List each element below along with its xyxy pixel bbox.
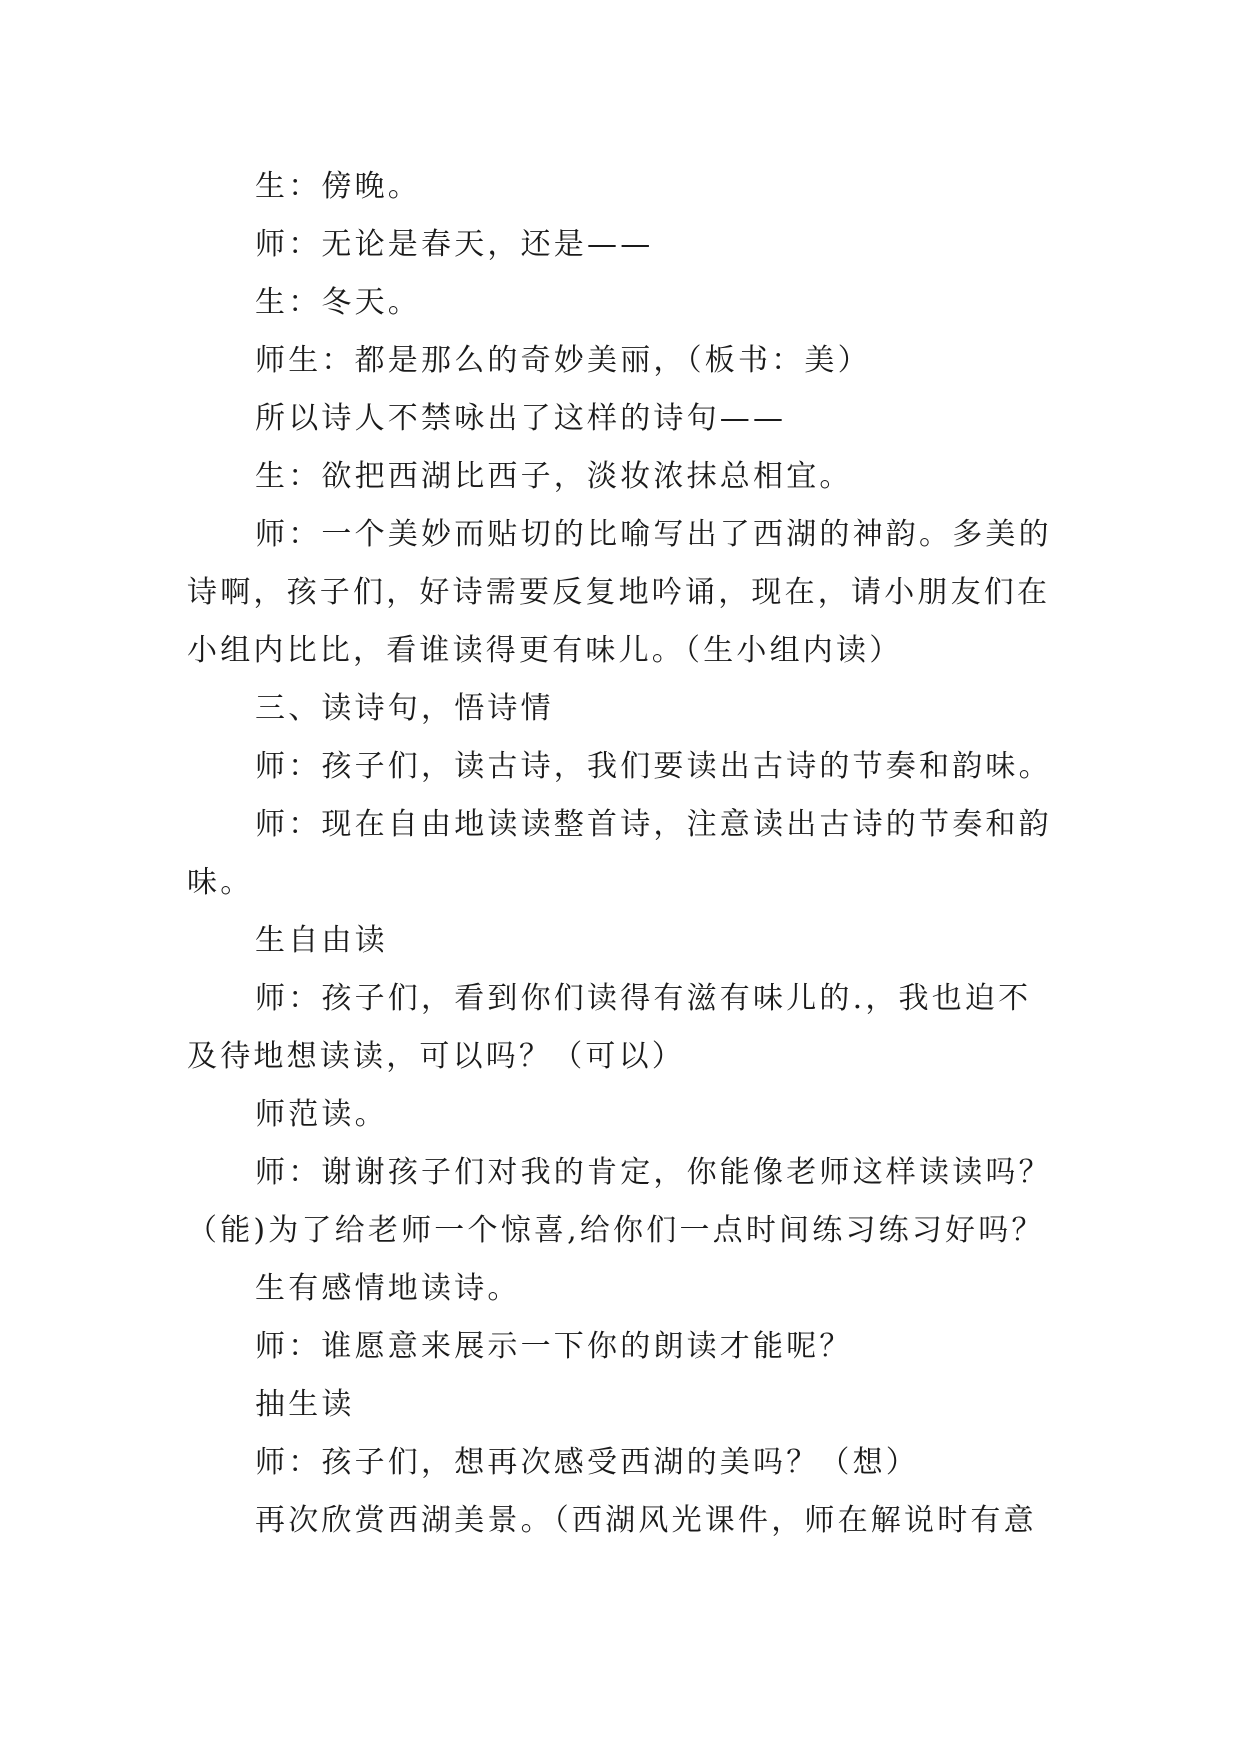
paragraph: 师：孩子们，想再次感受西湖的美吗？（想） [255,1445,919,1480]
paragraph: 师：无论是春天，还是—— [255,227,654,262]
paragraph: 师生：都是那么的奇妙美丽，（板书：美） [255,343,871,378]
paragraph: 师：孩子们，读古诗，我们要读出古诗的节奏和韵味。 [255,749,1052,784]
paragraph: 师：谁愿意来展示一下你的朗读才能呢？ [255,1329,853,1364]
paragraph: 师：现在自由地读读整首诗，注意读出古诗的节奏和韵味。 [187,807,1052,900]
paragraph: 师范读。 [255,1097,388,1132]
paragraph: 生有感情地读诗。 [255,1271,521,1306]
paragraph: 师：一个美妙而贴切的比喻写出了西湖的神韵。多美的诗啊，孩子们，好诗需要反复地吟诵，现在，请小朋友们在小组内比比，看谁读得更有味儿。（生小组内读） [187,517,1052,668]
paragraph: 师：孩子们，看到你们读得有滋有味儿的.，我也迫不及待地想读读，可以吗？（可以） [187,981,1032,1074]
paragraph: 所以诗人不禁咏出了这样的诗句—— [255,401,787,436]
section-heading: 三、读诗句，悟诗情 [255,691,554,726]
paragraph: 抽生读 [255,1387,355,1422]
paragraph: 师：谢谢孩子们对我的肯定，你能像老师这样读读吗？（能)为了给老师一个惊喜,给你们一点时间练习练习好吗？ [187,1155,1052,1248]
paragraph: 生：欲把西湖比西子，淡妆浓抹总相宜。 [255,459,853,494]
paragraph: 生：傍晚。 [255,169,421,204]
paragraph: 生自由读 [255,923,388,958]
paragraph: 生：冬天。 [255,285,421,320]
body-text [187,158,1057,1550]
paragraph: 再次欣赏西湖美景。（西湖风光课件，师在解说时有意 [255,1503,1037,1538]
